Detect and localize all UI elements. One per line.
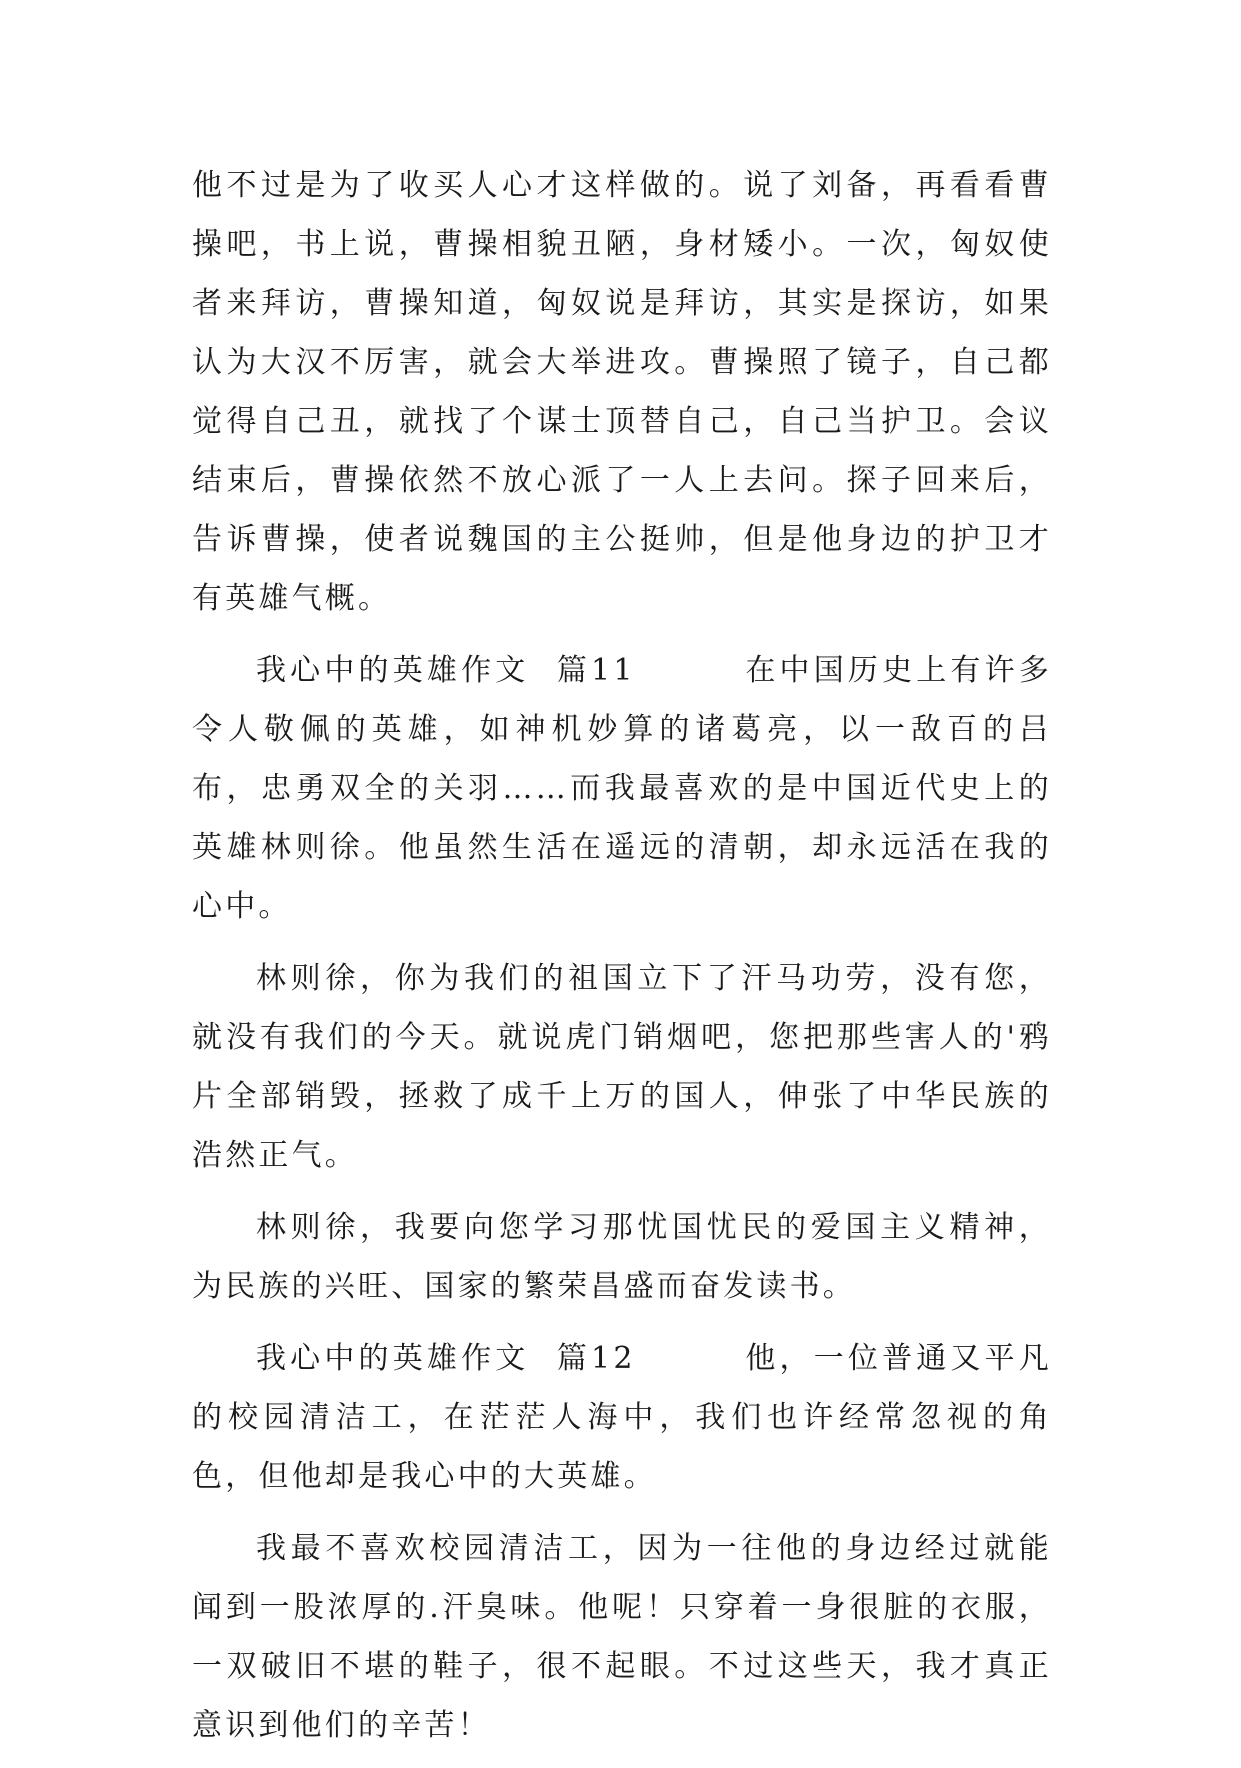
paragraph-5-text: 他，一位普通又平凡的校园清洁工，在茫茫人海中，我们也许经常忽视的角色，但他却是我心中的大英雄。 [192, 1341, 1052, 1494]
paragraph-1-text: 他不过是为了收买人心才这样做的。说了刘备，再看看曹操吧，书上说，曹操相貌丑陋，身材矮小。一次，匈奴使者来拜访，曹操知道，匈奴说是拜访，其实是探访，如果认为大汉不厉害，就会大举进攻。曹操照了镜子，自己都觉得自己丑，就找了个谋士顶替自己，自己当护卫。会议结束后，曹操依然不放心派了一人上去问。探子回来后，告诉曹操，使者说魏国的主公挺帅，但是他身边的护卫才有英雄气概。 [192, 168, 1052, 616]
paragraph-3 [192, 949, 1052, 1185]
paragraph-4-text: 林则徐，我要向您学习那忧国忧民的爱国主义精神，为民族的兴旺、国家的繁荣昌盛而奋发读书。 [192, 1210, 1052, 1304]
paragraph-6 [192, 1519, 1052, 1755]
paragraph-3-text: 林则徐，你为我们的祖国立下了汗马功劳，没有您，就没有我们的今天。就说虎门销烟吧，您把那些害人的'鸦片全部销毁，拯救了成千上万的国人，伸张了中华民族的浩然正气。 [192, 961, 1052, 1173]
essay-heading-11: 我心中的英雄作文 篇11 [256, 653, 636, 688]
paragraph-4 [192, 1198, 1052, 1316]
paragraph-1 [192, 156, 1052, 628]
document-page [192, 156, 1052, 1768]
essay-heading-12: 我心中的英雄作文 篇12 [256, 1341, 636, 1376]
paragraph-2-text: 在中国历史上有许多令人敬佩的英雄，如神机妙算的诸葛亮，以一敌百的吕布，忠勇双全的关羽……而我最喜欢的是中国近代史上的英雄林则徐。他虽然生活在遥远的清朝，却永远活在我的心中。 [192, 653, 1052, 924]
paragraph-6-text: 我最不喜欢校园清洁工，因为一往他的身边经过就能闻到一股浓厚的.汗臭味。他呢！只穿着一身很脏的衣服，一双破旧不堪的鞋子，很不起眼。不过这些天，我才真正意识到他们的辛苦！ [192, 1531, 1052, 1743]
paragraph-2 [192, 641, 1052, 936]
paragraph-5 [192, 1329, 1052, 1506]
